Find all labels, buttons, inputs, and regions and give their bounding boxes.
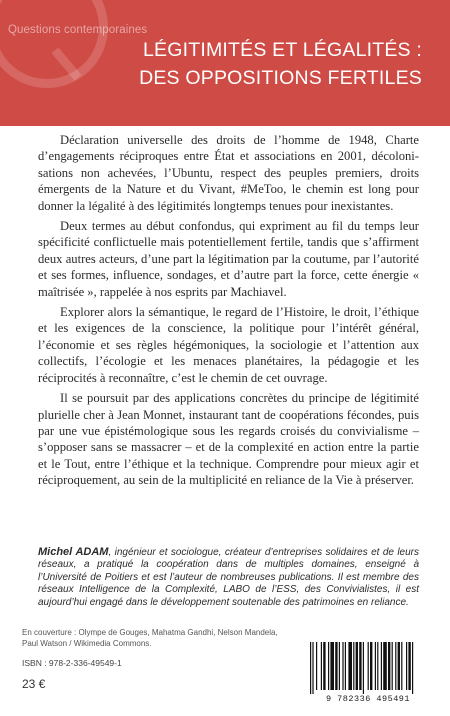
series-logo-q-icon [0,0,108,88]
paragraph-1: Déclaration universelle des droits de l’homme de 1948, Charte d’engagements réciproques entre État et associations en 2001, décoloni-sations non achevées, l’Ubuntu, respect des peuples premiers, droits émergents de la Nature et du Vivant, #MeToo, le chemin est long pour donner la légalité à des légitimités longtemps tenues pour inexistantes. [38,133,419,213]
barcode-bar [383,642,387,690]
author-bio [38,546,419,609]
barcode-bar [321,642,322,690]
barcode-bar [377,642,378,690]
barcode-bar [401,642,402,690]
author-bio-text: , ingénieur et sociologue, créateur d’entreprises solidaires et de leurs réseaux, a pratiqué la coopération dans de multiples domaines, enseigné à l’Université de Poitiers et est l’auteur de nombreuses publications. Il est membre des réseaux Intelligence de la Complexité, LABO de l’ESS, des Convivialistes, il est aujourd’hui engagé dans le développement soutenable des patrimoines en reliance. [38,547,419,608]
barcode-bar [345,642,346,690]
barcode-bar [368,642,369,690]
barcode-bar [316,642,317,690]
cover-credits: En couverture : Olympe de Gouges, Mahatma Gandhi, Nelson Mandela, Paul Watson / Wikimedia Commons. [22,628,278,648]
barcode-bar [312,642,313,694]
barcode-bar [310,642,311,694]
barcode-bar [356,642,358,690]
barcode-bar [395,642,396,690]
barcode-bar [381,642,382,690]
barcode-bar [398,642,400,690]
series-name: Questions contemporaines [8,24,148,36]
paragraph-3: Explorer alors la sémantique, le regard de l’Histoire, le droit, l’éthique et les exigences de la conscience, la politique pour l’intérêt général, l’économie et ses règles hégémoniques, la sociologie et l’attention aux collectifs, l’écologie et les menaces planétaires, la pédagogie et les réciprocités à reconnaître, c’est le chemin de cet ouvrage. [38,305,419,385]
barcode-bar [412,642,413,694]
title-line-1: LÉGITIMITÉS ET LÉGALITÉS : [143,39,422,61]
barcode-bar [328,642,329,690]
barcode-bar [408,642,410,690]
paragraph-2: Deux termes au début confondus, qui expriment au fil du temps leur spécificité conflictuelle mais potentiellement fertile, tandis que s’affirment deux autres acteurs, d’une part la légitimation par la coutume, par l’autorité et ses formes, influence, sondages, et d’autre part la force, cette énergie « maîtrisée », rappelée à nos esprits par Machiavel. [38,219,419,299]
barcode-bar [323,642,325,690]
barcode-bar [370,642,372,690]
barcode-bar [348,642,352,690]
barcode-bar [375,642,376,690]
price: 23 € [22,677,46,691]
barcode-digits: 9 782336 495491 [325,694,410,704]
barcode-bar [388,642,390,690]
isbn: ISBN : 978-2-336-49549-1 [22,658,122,668]
barcode-bar [330,642,334,690]
book-title [102,36,422,92]
back-cover-text [38,132,419,493]
barcode-bar [335,642,337,690]
barcode-bar [353,642,354,690]
cover-header [0,0,450,126]
author-name: Michel ADAM [38,546,109,558]
barcode-bar [342,642,343,690]
barcode-bars-icon [304,640,430,694]
barcode-bar [363,642,364,694]
barcode-bar [339,642,340,690]
barcode-bar [359,642,361,690]
title-line-2: DES OPPOSITIONS FERTILES [139,67,422,89]
barcode-bar [392,642,393,690]
barcode-bar [406,642,407,690]
paragraph-4: Il se poursuit par des applications concrètes du principe de légitimité plurielle cher à Jean Monnet, instaurant tant de coopérations fécondes, puis par une vue épistémologique sous les regards croisés du convivialisme – s’opposer sans se massacrer – et de la complexité en action entre la partie et le Tout, entre l’éthique et la technique. Comprendre pour mieux agir et réciproquement, au sein de la multiplicité en reliance de la Vie à préserver. [38,391,419,488]
